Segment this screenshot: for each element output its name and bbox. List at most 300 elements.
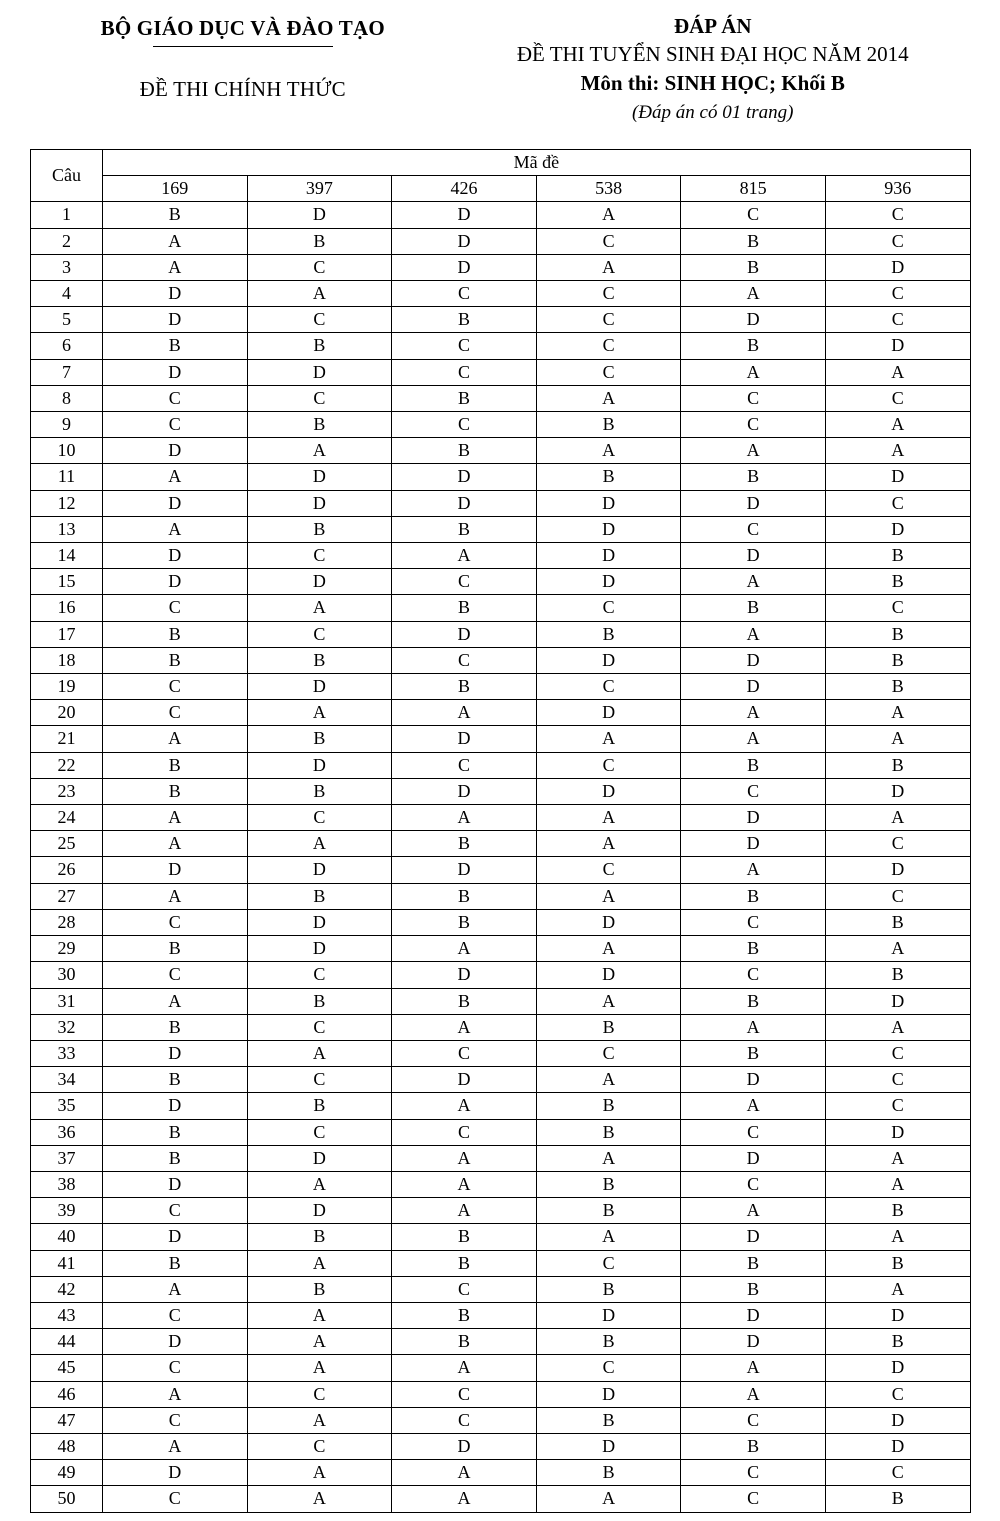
answer-cell: C	[825, 202, 970, 228]
answer-cell: D	[392, 778, 537, 804]
table-row	[31, 281, 971, 307]
answer-cell: B	[247, 1224, 392, 1250]
column-header-code-936: 936	[825, 176, 970, 202]
answer-cell: D	[247, 1145, 392, 1171]
answer-cell: A	[103, 228, 248, 254]
question-number-cell: 12	[31, 490, 103, 516]
answer-cell: C	[103, 1302, 248, 1328]
question-number-cell: 39	[31, 1198, 103, 1224]
table-row	[31, 1486, 971, 1512]
table-row	[31, 857, 971, 883]
answer-cell: C	[825, 281, 970, 307]
question-number-cell: 17	[31, 621, 103, 647]
question-number-cell: 11	[31, 464, 103, 490]
answer-cell: A	[392, 805, 537, 831]
answer-cell: A	[247, 438, 392, 464]
answer-cell: D	[103, 1093, 248, 1119]
answer-cell: B	[536, 1093, 681, 1119]
answer-cell: D	[681, 1224, 826, 1250]
table-row	[31, 1460, 971, 1486]
question-number-cell: 40	[31, 1224, 103, 1250]
answer-cell: D	[825, 1407, 970, 1433]
table-row	[31, 1407, 971, 1433]
answer-cell: A	[681, 1014, 826, 1040]
table-row	[31, 438, 971, 464]
table-row	[31, 1093, 971, 1119]
answer-cell: A	[392, 543, 537, 569]
answer-cell: B	[392, 1250, 537, 1276]
answer-cell: C	[536, 1355, 681, 1381]
answer-cell: C	[103, 412, 248, 438]
answer-cell: B	[681, 883, 826, 909]
answer-cell: A	[392, 700, 537, 726]
table-row	[31, 1355, 971, 1381]
table-row	[31, 805, 971, 831]
answer-cell: B	[825, 569, 970, 595]
answer-cell: B	[681, 752, 826, 778]
answer-cell: C	[392, 412, 537, 438]
answer-cell: A	[247, 700, 392, 726]
answer-cell: B	[392, 1302, 537, 1328]
table-row	[31, 595, 971, 621]
subject-line: Môn thi: SINH HỌC; Khối B	[580, 71, 845, 95]
answer-cell: A	[103, 1276, 248, 1302]
table-body	[31, 202, 971, 1512]
answer-cell: B	[247, 883, 392, 909]
question-number-cell: 19	[31, 674, 103, 700]
answer-cell: C	[536, 359, 681, 385]
answer-cell: C	[825, 1067, 970, 1093]
table-row	[31, 1198, 971, 1224]
answer-cell: B	[825, 647, 970, 673]
answer-cell: C	[681, 962, 826, 988]
question-number-cell: 50	[31, 1486, 103, 1512]
answer-cell: C	[825, 490, 970, 516]
question-number-cell: 15	[31, 569, 103, 595]
answer-cell: C	[392, 281, 537, 307]
question-number-cell: 10	[31, 438, 103, 464]
answer-cell: B	[247, 647, 392, 673]
answer-cell: D	[103, 307, 248, 333]
answer-cell: D	[392, 254, 537, 280]
table-row	[31, 1119, 971, 1145]
answer-cell: D	[247, 464, 392, 490]
answer-cell: A	[247, 831, 392, 857]
answer-cell: A	[103, 464, 248, 490]
answer-cell: C	[103, 700, 248, 726]
answer-cell: A	[103, 1433, 248, 1459]
answer-cell: D	[247, 202, 392, 228]
answer-cell: D	[103, 359, 248, 385]
answer-cell: D	[536, 1381, 681, 1407]
answer-cell: A	[681, 621, 826, 647]
answer-cell: D	[681, 543, 826, 569]
answer-cell: B	[103, 1119, 248, 1145]
answer-cell: B	[392, 988, 537, 1014]
answer-cell: A	[825, 438, 970, 464]
answer-cell: C	[392, 569, 537, 595]
answer-cell: A	[825, 936, 970, 962]
answer-key-table	[30, 149, 971, 1513]
table-row	[31, 1014, 971, 1040]
answer-cell: D	[536, 490, 681, 516]
answer-cell: D	[103, 1329, 248, 1355]
official-exam-label: ĐỀ THI CHÍNH THỨC	[139, 77, 346, 101]
table-row	[31, 647, 971, 673]
answer-cell: B	[392, 1329, 537, 1355]
answer-cell: C	[825, 1093, 970, 1119]
question-number-cell: 4	[31, 281, 103, 307]
answer-cell: C	[392, 752, 537, 778]
answer-cell: A	[825, 1171, 970, 1197]
answer-cell: D	[681, 1329, 826, 1355]
answer-cell: C	[392, 1276, 537, 1302]
answer-cell: B	[681, 595, 826, 621]
answer-cell: D	[825, 1302, 970, 1328]
ministry-name: BỘ GIÁO DỤC VÀ ĐÀO TẠO	[100, 16, 385, 40]
answer-cell: A	[247, 1329, 392, 1355]
question-number-cell: 38	[31, 1171, 103, 1197]
question-number-cell: 23	[31, 778, 103, 804]
answer-cell: D	[247, 752, 392, 778]
answer-cell: C	[392, 359, 537, 385]
question-number-cell: 25	[31, 831, 103, 857]
answer-cell: D	[825, 1433, 970, 1459]
answer-cell: B	[103, 1145, 248, 1171]
table-row	[31, 254, 971, 280]
answer-cell: B	[681, 1040, 826, 1066]
answer-cell: B	[536, 1171, 681, 1197]
question-number-cell: 45	[31, 1355, 103, 1381]
answer-cell: D	[392, 621, 537, 647]
answer-cell: B	[681, 254, 826, 280]
answer-cell: B	[247, 726, 392, 752]
table-row	[31, 307, 971, 333]
question-number-cell: 29	[31, 936, 103, 962]
table-row	[31, 202, 971, 228]
answer-cell: A	[825, 412, 970, 438]
answer-cell: A	[103, 254, 248, 280]
question-number-cell: 46	[31, 1381, 103, 1407]
table-row	[31, 1171, 971, 1197]
column-header-code-538: 538	[536, 176, 681, 202]
answer-cell: C	[536, 333, 681, 359]
answer-cell: A	[681, 359, 826, 385]
question-number-cell: 5	[31, 307, 103, 333]
answer-cell: D	[825, 333, 970, 359]
answer-cell: C	[825, 831, 970, 857]
table-row	[31, 228, 971, 254]
answer-cell: B	[825, 752, 970, 778]
question-number-cell: 49	[31, 1460, 103, 1486]
answer-cell: C	[825, 385, 970, 411]
answer-cell: A	[536, 883, 681, 909]
answer-cell: D	[681, 307, 826, 333]
document-header	[30, 10, 970, 135]
answer-cell: D	[681, 647, 826, 673]
answer-cell: B	[103, 778, 248, 804]
answer-cell: D	[825, 1355, 970, 1381]
question-number-cell: 6	[31, 333, 103, 359]
answer-cell: D	[103, 490, 248, 516]
answer-cell: C	[536, 595, 681, 621]
table-row	[31, 778, 971, 804]
answer-cell: B	[103, 936, 248, 962]
question-number-cell: 21	[31, 726, 103, 752]
question-number-cell: 1	[31, 202, 103, 228]
answer-cell: C	[681, 1460, 826, 1486]
answer-cell: B	[103, 647, 248, 673]
answer-cell: A	[103, 726, 248, 752]
table-row	[31, 962, 971, 988]
table-head-row-group	[31, 150, 971, 176]
table-row	[31, 726, 971, 752]
answer-cell: C	[103, 1407, 248, 1433]
question-number-cell: 48	[31, 1433, 103, 1459]
table-row	[31, 412, 971, 438]
answer-cell: C	[247, 1119, 392, 1145]
answer-cell: A	[536, 988, 681, 1014]
answer-cell: D	[536, 1433, 681, 1459]
question-number-cell: 41	[31, 1250, 103, 1276]
answer-cell: C	[825, 1040, 970, 1066]
question-number-cell: 7	[31, 359, 103, 385]
question-number-cell: 32	[31, 1014, 103, 1040]
answer-cell: D	[681, 674, 826, 700]
answer-cell: A	[536, 254, 681, 280]
answer-cell: B	[392, 385, 537, 411]
table-row	[31, 569, 971, 595]
answer-cell: B	[103, 333, 248, 359]
answer-cell: A	[392, 1093, 537, 1119]
answer-cell: D	[103, 281, 248, 307]
answer-cell: A	[536, 202, 681, 228]
table-row	[31, 1276, 971, 1302]
answer-cell: B	[825, 543, 970, 569]
answer-cell: B	[825, 909, 970, 935]
answer-cell: B	[392, 831, 537, 857]
answer-cell: A	[392, 1014, 537, 1040]
answer-cell: C	[103, 1355, 248, 1381]
answer-cell: B	[681, 1433, 826, 1459]
table-row	[31, 883, 971, 909]
answer-cell: B	[392, 595, 537, 621]
answer-cell: B	[247, 1093, 392, 1119]
answer-cell: A	[536, 936, 681, 962]
answer-cell: D	[392, 962, 537, 988]
answer-cell: C	[825, 883, 970, 909]
answer-cell: A	[825, 805, 970, 831]
answer-cell: C	[536, 674, 681, 700]
answer-cell: C	[247, 621, 392, 647]
answer-cell: D	[103, 543, 248, 569]
answer-cell: D	[825, 988, 970, 1014]
answer-cell: C	[103, 595, 248, 621]
answer-cell: B	[825, 674, 970, 700]
question-number-cell: 34	[31, 1067, 103, 1093]
table-row	[31, 988, 971, 1014]
column-header-code-815: 815	[681, 176, 826, 202]
answer-cell: A	[103, 831, 248, 857]
header-left-block	[30, 10, 455, 102]
answer-cell: A	[247, 1302, 392, 1328]
answer-cell: C	[103, 909, 248, 935]
answer-cell: B	[825, 1329, 970, 1355]
question-number-cell: 31	[31, 988, 103, 1014]
answer-cell: C	[103, 674, 248, 700]
table-row	[31, 909, 971, 935]
answer-cell: D	[681, 1067, 826, 1093]
answer-cell: B	[825, 1250, 970, 1276]
answer-cell: D	[536, 909, 681, 935]
column-header-code-169: 169	[103, 176, 248, 202]
table-row	[31, 1329, 971, 1355]
answer-cell: C	[247, 307, 392, 333]
answer-cell: C	[103, 1198, 248, 1224]
answer-cell: B	[103, 1067, 248, 1093]
table-row	[31, 1381, 971, 1407]
question-number-cell: 24	[31, 805, 103, 831]
answer-cell: D	[536, 543, 681, 569]
answer-cell: D	[103, 857, 248, 883]
answer-cell: C	[392, 1381, 537, 1407]
table-row	[31, 1067, 971, 1093]
answer-cell: B	[103, 202, 248, 228]
answer-cell: B	[247, 412, 392, 438]
answer-cell: D	[536, 700, 681, 726]
answer-cell: A	[681, 281, 826, 307]
answer-cell: D	[825, 516, 970, 542]
column-header-code-426: 426	[392, 176, 537, 202]
answer-cell: D	[103, 1224, 248, 1250]
answer-cell: A	[536, 1486, 681, 1512]
answer-cell: C	[681, 909, 826, 935]
table-row	[31, 674, 971, 700]
table-row	[31, 752, 971, 778]
answer-cell: B	[392, 883, 537, 909]
answer-cell: A	[825, 726, 970, 752]
column-header-code-397: 397	[247, 176, 392, 202]
header-divider	[153, 46, 333, 47]
answer-cell: B	[536, 1198, 681, 1224]
question-number-cell: 14	[31, 543, 103, 569]
answer-cell: B	[103, 621, 248, 647]
question-number-cell: 2	[31, 228, 103, 254]
answer-cell: A	[247, 595, 392, 621]
answer-cell: A	[825, 1224, 970, 1250]
answer-cell: B	[247, 333, 392, 359]
answer-cell: A	[536, 831, 681, 857]
answer-cell: D	[681, 831, 826, 857]
answer-cell: B	[825, 962, 970, 988]
question-number-cell: 8	[31, 385, 103, 411]
table-row	[31, 831, 971, 857]
table-row	[31, 490, 971, 516]
answer-cell: A	[825, 359, 970, 385]
answer-cell: B	[681, 936, 826, 962]
answer-cell: D	[247, 909, 392, 935]
answer-cell: A	[681, 1355, 826, 1381]
answer-cell: C	[825, 595, 970, 621]
answer-cell: D	[392, 464, 537, 490]
answer-cell: A	[247, 1040, 392, 1066]
answer-cell: C	[681, 1486, 826, 1512]
answer-cell: A	[392, 1460, 537, 1486]
answer-cell: C	[825, 307, 970, 333]
answer-cell: D	[681, 1302, 826, 1328]
answer-cell: C	[536, 1250, 681, 1276]
table-row	[31, 333, 971, 359]
table-row	[31, 516, 971, 542]
answer-cell: A	[681, 438, 826, 464]
answer-cell: A	[681, 857, 826, 883]
answer-cell: B	[825, 1198, 970, 1224]
column-group-header-exam-code: Mã đề	[103, 150, 971, 176]
table-head-row-codes	[31, 176, 971, 202]
answer-cell: D	[681, 1145, 826, 1171]
answer-cell: C	[681, 778, 826, 804]
answer-cell: C	[247, 385, 392, 411]
answer-cell: D	[536, 962, 681, 988]
table-row	[31, 543, 971, 569]
answer-cell: A	[392, 936, 537, 962]
answer-cell: B	[536, 412, 681, 438]
table-row	[31, 1250, 971, 1276]
answer-cell: B	[536, 1276, 681, 1302]
answer-cell: B	[536, 1014, 681, 1040]
answer-cell: B	[392, 516, 537, 542]
answer-cell: D	[536, 1302, 681, 1328]
table-head	[31, 150, 971, 202]
answer-cell: C	[536, 228, 681, 254]
answer-cell: B	[681, 988, 826, 1014]
answer-cell: D	[103, 1460, 248, 1486]
question-number-cell: 37	[31, 1145, 103, 1171]
answer-cell: D	[536, 516, 681, 542]
answer-cell: B	[536, 1460, 681, 1486]
answer-cell: A	[536, 1145, 681, 1171]
table-row	[31, 359, 971, 385]
answer-cell: A	[247, 1171, 392, 1197]
answer-cell: A	[681, 569, 826, 595]
answer-cell: A	[103, 516, 248, 542]
answer-cell: B	[536, 621, 681, 647]
answer-cell: A	[103, 883, 248, 909]
table-row	[31, 1145, 971, 1171]
answer-cell: C	[536, 307, 681, 333]
answer-cell: D	[392, 228, 537, 254]
answer-cell: C	[681, 1171, 826, 1197]
answer-cell: B	[247, 1276, 392, 1302]
answer-cell: C	[247, 254, 392, 280]
table-row	[31, 700, 971, 726]
answer-cell: D	[825, 1119, 970, 1145]
answer-cell: D	[392, 1433, 537, 1459]
answer-cell: A	[825, 700, 970, 726]
answer-cell: A	[825, 1014, 970, 1040]
answer-cell: C	[247, 962, 392, 988]
answer-cell: D	[247, 359, 392, 385]
answer-cell: C	[247, 1067, 392, 1093]
answer-cell: D	[103, 1040, 248, 1066]
answer-cell: C	[247, 1381, 392, 1407]
answer-cell: A	[392, 1145, 537, 1171]
answer-cell: B	[681, 1250, 826, 1276]
table-row	[31, 1224, 971, 1250]
answer-cell: D	[392, 490, 537, 516]
table-row	[31, 464, 971, 490]
question-number-cell: 44	[31, 1329, 103, 1355]
